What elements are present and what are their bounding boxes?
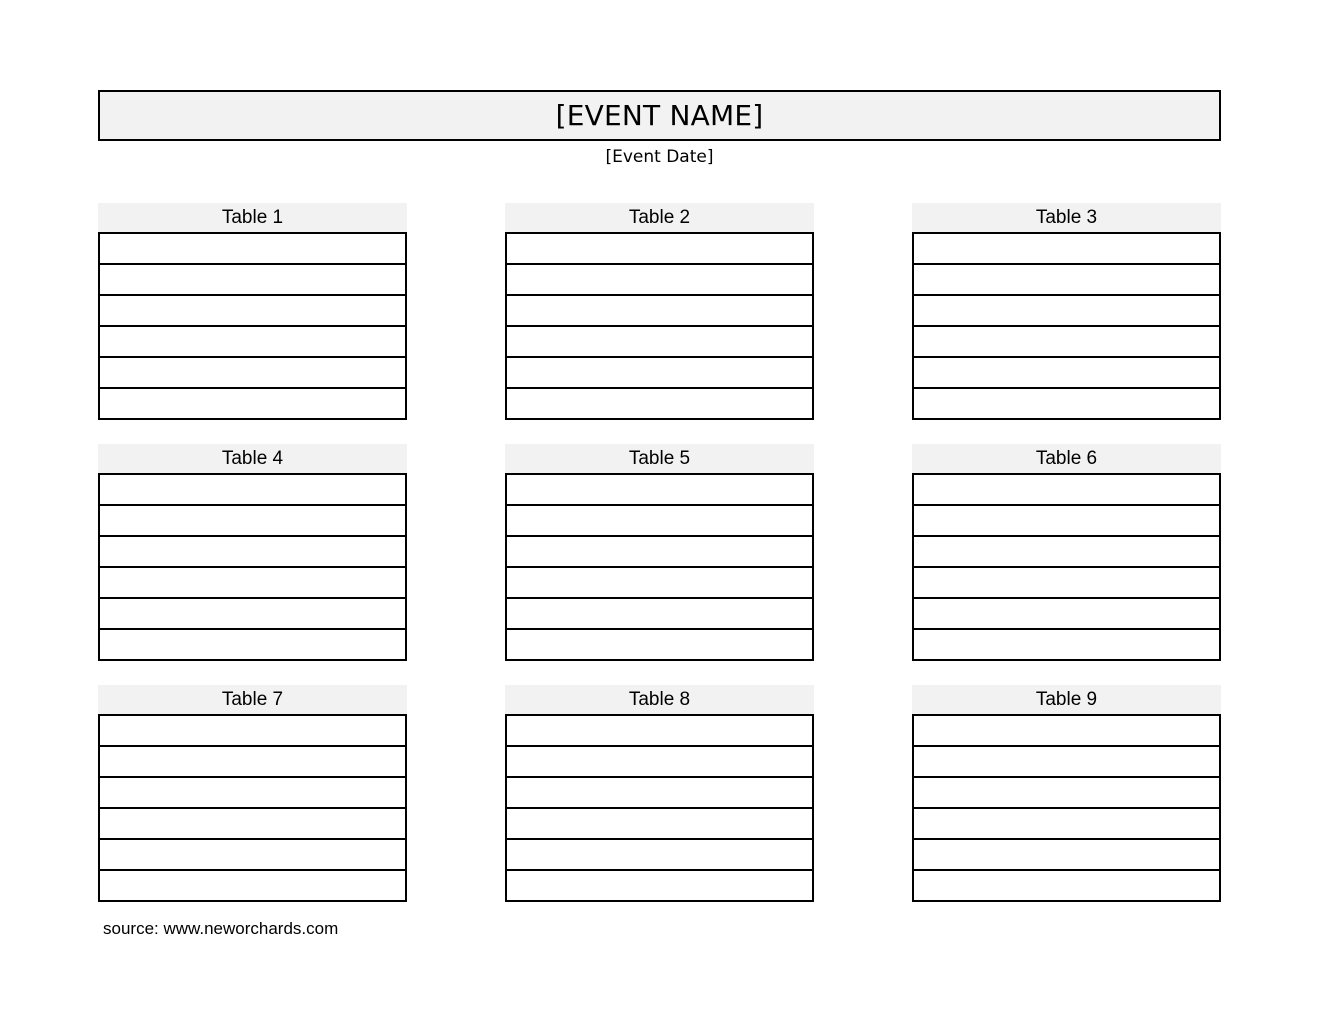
- seating-table: [98, 685, 407, 902]
- guest-name-row[interactable]: [507, 475, 812, 506]
- guest-name-row[interactable]: [507, 265, 812, 296]
- guest-name-row[interactable]: [100, 234, 405, 265]
- guest-name-row[interactable]: [100, 778, 405, 809]
- guest-name-row[interactable]: [914, 506, 1219, 537]
- table-header: Table 7: [98, 685, 407, 714]
- guest-name-row[interactable]: [507, 389, 812, 420]
- guest-name-row[interactable]: [914, 327, 1219, 358]
- guest-name-row[interactable]: [100, 327, 405, 358]
- guest-name-row[interactable]: [100, 475, 405, 506]
- guest-rows: [912, 232, 1221, 420]
- guest-name-row[interactable]: [507, 809, 812, 840]
- seating-table: [98, 203, 407, 420]
- guest-name-row[interactable]: [914, 475, 1219, 506]
- guest-rows: [505, 714, 814, 902]
- guest-name-row[interactable]: [100, 389, 405, 420]
- guest-name-row[interactable]: [914, 358, 1219, 389]
- guest-name-row[interactable]: [507, 506, 812, 537]
- guest-name-row[interactable]: [914, 537, 1219, 568]
- guest-name-row[interactable]: [100, 716, 405, 747]
- guest-name-row[interactable]: [914, 778, 1219, 809]
- guest-name-row[interactable]: [100, 537, 405, 568]
- seating-table: [505, 203, 814, 420]
- guest-name-row[interactable]: [507, 716, 812, 747]
- guest-name-row[interactable]: [914, 809, 1219, 840]
- seating-table: [912, 444, 1221, 661]
- table-header: Table 8: [505, 685, 814, 714]
- table-header: Table 3: [912, 203, 1221, 232]
- guest-rows: [98, 232, 407, 420]
- guest-name-row[interactable]: [507, 871, 812, 902]
- table-header: Table 6: [912, 444, 1221, 473]
- guest-name-row[interactable]: [507, 234, 812, 265]
- guest-name-row[interactable]: [100, 296, 405, 327]
- table-header: Table 5: [505, 444, 814, 473]
- guest-name-row[interactable]: [914, 599, 1219, 630]
- guest-name-row[interactable]: [507, 747, 812, 778]
- guest-name-row[interactable]: [507, 599, 812, 630]
- event-name-title: [EVENT NAME]: [98, 90, 1221, 141]
- guest-rows: [505, 473, 814, 661]
- guest-name-row[interactable]: [507, 296, 812, 327]
- guest-name-row[interactable]: [507, 568, 812, 599]
- guest-name-row[interactable]: [100, 840, 405, 871]
- guest-name-row[interactable]: [914, 840, 1219, 871]
- guest-name-row[interactable]: [914, 234, 1219, 265]
- guest-name-row[interactable]: [100, 506, 405, 537]
- guest-name-row[interactable]: [100, 358, 405, 389]
- guest-rows: [98, 473, 407, 661]
- seating-table: [505, 685, 814, 902]
- guest-name-row[interactable]: [100, 809, 405, 840]
- source-credit: source: www.neworchards.com: [103, 919, 339, 938]
- guest-name-row[interactable]: [507, 537, 812, 568]
- guest-name-row[interactable]: [914, 296, 1219, 327]
- guest-name-row[interactable]: [100, 568, 405, 599]
- guest-name-row[interactable]: [100, 265, 405, 296]
- guest-name-row[interactable]: [100, 871, 405, 902]
- guest-name-row[interactable]: [100, 747, 405, 778]
- guest-name-row[interactable]: [507, 327, 812, 358]
- event-date: [Event Date]: [605, 147, 714, 167]
- guest-name-row[interactable]: [100, 630, 405, 661]
- guest-rows: [912, 714, 1221, 902]
- guest-name-row[interactable]: [507, 778, 812, 809]
- guest-rows: [98, 714, 407, 902]
- guest-rows: [505, 232, 814, 420]
- table-header: Table 9: [912, 685, 1221, 714]
- guest-name-row[interactable]: [507, 358, 812, 389]
- seating-tables-grid: [98, 203, 1221, 902]
- seating-table: [505, 444, 814, 661]
- seating-table: [912, 685, 1221, 902]
- table-header: Table 1: [98, 203, 407, 232]
- guest-name-row[interactable]: [507, 630, 812, 661]
- guest-name-row[interactable]: [914, 871, 1219, 902]
- table-header: Table 2: [505, 203, 814, 232]
- guest-name-row[interactable]: [100, 599, 405, 630]
- guest-name-row[interactable]: [914, 265, 1219, 296]
- guest-name-row[interactable]: [914, 716, 1219, 747]
- seating-table: [912, 203, 1221, 420]
- guest-rows: [912, 473, 1221, 661]
- guest-name-row[interactable]: [914, 747, 1219, 778]
- guest-name-row[interactable]: [507, 840, 812, 871]
- guest-name-row[interactable]: [914, 568, 1219, 599]
- guest-name-row[interactable]: [914, 389, 1219, 420]
- seating-table: [98, 444, 407, 661]
- guest-name-row[interactable]: [914, 630, 1219, 661]
- table-header: Table 4: [98, 444, 407, 473]
